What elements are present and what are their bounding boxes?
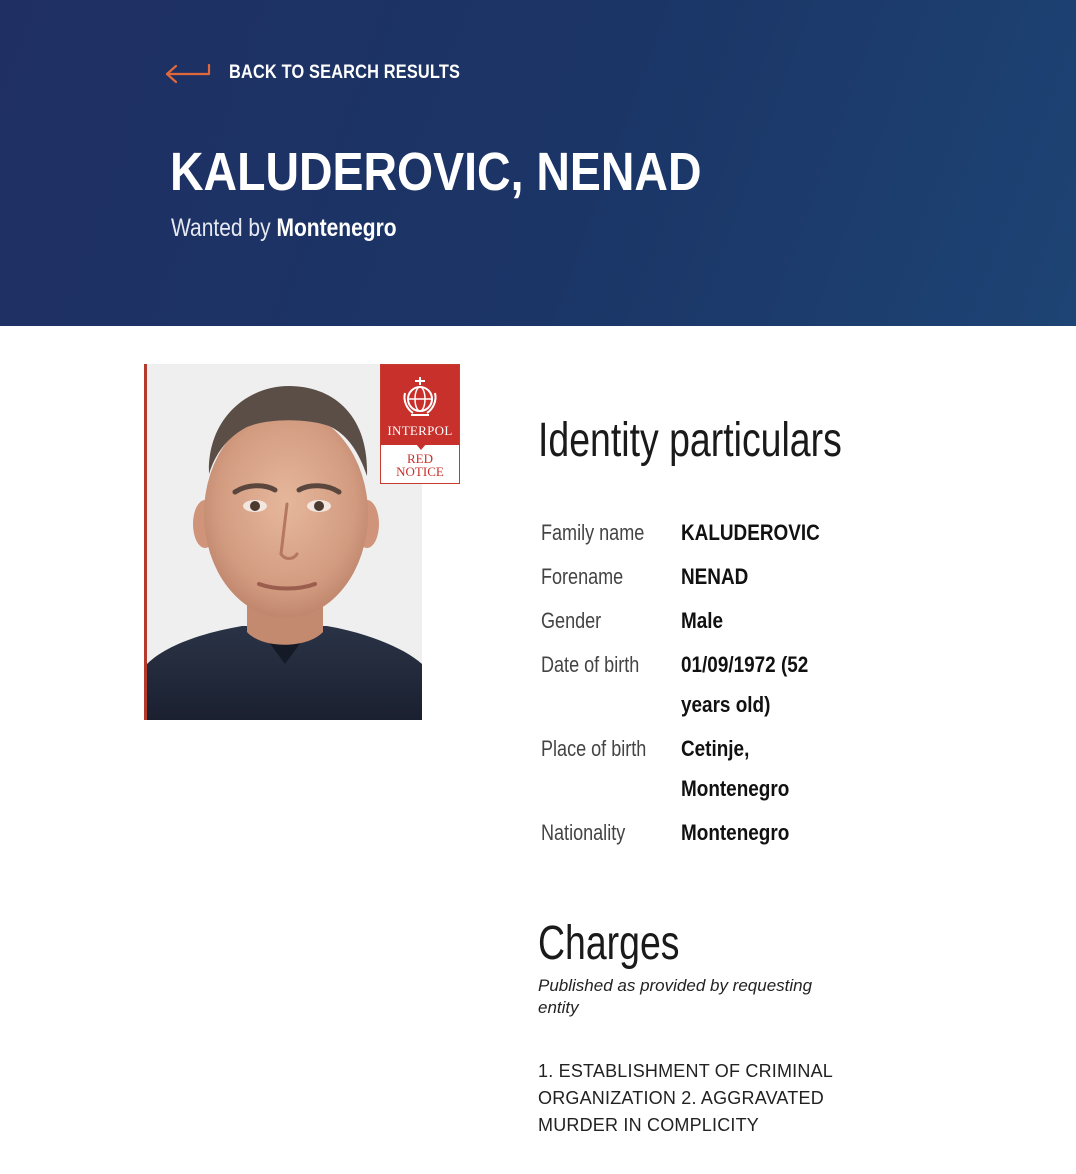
value-text: Male [681,608,724,633]
particular-label: Family name [541,520,645,545]
particular-label: Forename [541,564,624,589]
value-text: Montenegro [681,820,790,845]
particular-value [681,813,856,853]
particular-value [681,557,856,597]
badge-header [381,365,459,445]
identity-heading: Identity particulars [538,414,842,467]
header-banner [0,0,1076,326]
particular-value [681,729,856,809]
particular-label: Place of birth [541,736,647,761]
particular-label: Nationality [541,820,626,845]
charges-heading: Charges [538,917,680,970]
back-to-results-link[interactable] [163,58,498,88]
badge-line-notice: NOTICE [396,464,444,479]
badge-line-red: RED [407,451,433,466]
particular-row-date-of-birth [541,645,871,725]
particular-label: Gender [541,608,602,633]
value-text-line1: Cetinje, [681,736,750,761]
wanted-prefix: Wanted by [171,214,271,242]
wanted-by-line [171,211,397,245]
badge-org-name: INTERPOL [387,423,453,438]
value-text: KALUDEROVIC [681,520,820,545]
identity-particulars-list [541,513,871,857]
interpol-red-notice-badge [380,364,460,484]
particular-row-nationality [541,813,871,853]
badge-notch [416,444,426,450]
particular-row-forename [541,557,871,597]
charges-text: 1. ESTABLISHMENT OF CRIMINAL ORGANIZATION 2. AGGRAVATED MURDER IN COMPLICITY [538,1061,833,1135]
page-title: KALUDEROVIC, NENAD [170,142,702,202]
wanted-country: Montenegro [276,214,397,242]
back-link-label: BACK TO SEARCH RESULTS [229,62,461,83]
particular-row-place-of-birth [541,729,871,809]
value-text: NENAD [681,564,749,589]
value-text-line2: years old) [681,692,771,717]
charges-subtitle: Published as provided by requesting entity [538,976,813,1017]
particular-row-gender [541,601,871,641]
interpol-emblem-icon [401,375,439,419]
particular-label: Date of birth [541,652,640,677]
particular-value [681,601,856,641]
particular-row-family-name [541,513,871,553]
value-text-line1: 01/09/1972 (52 [681,652,809,677]
particular-value [681,645,856,725]
particular-value [681,513,856,553]
value-text-line2: Montenegro [681,776,790,801]
arrow-return-left-icon [163,58,213,88]
